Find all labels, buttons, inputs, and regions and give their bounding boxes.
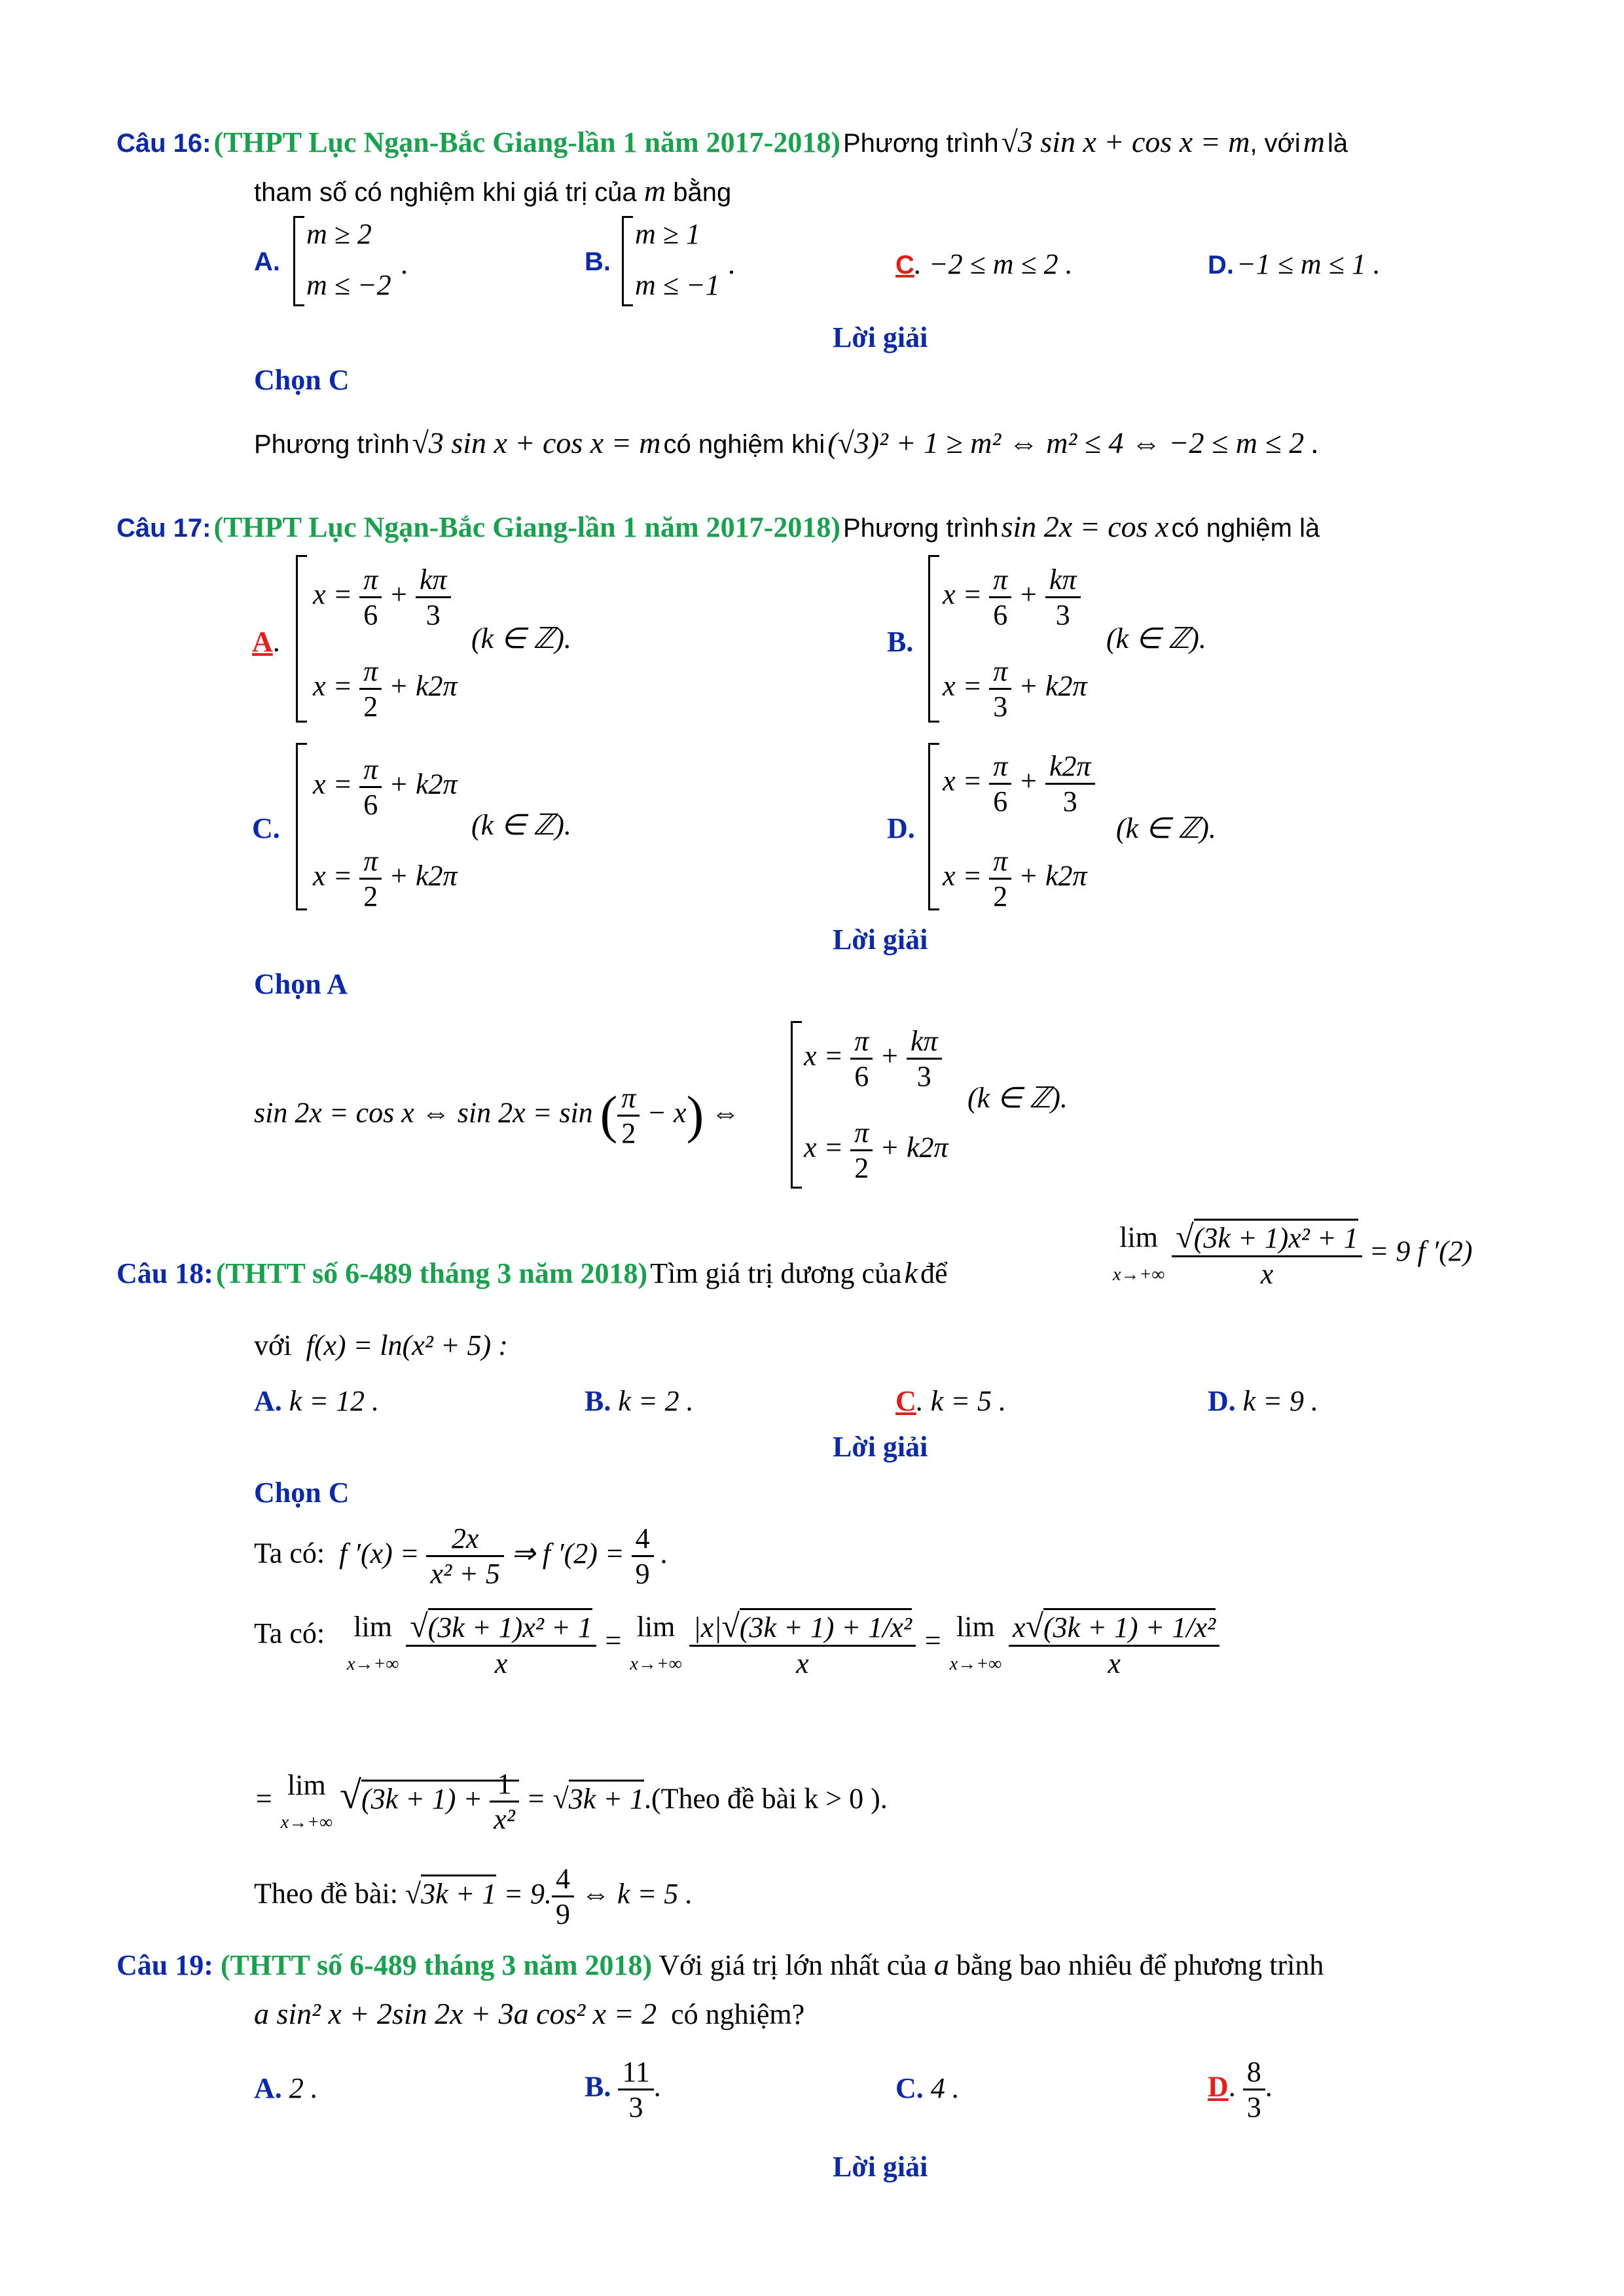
- q19-option-d[interactable]: D. $\frac{8}{3}$ .: [1208, 2056, 1272, 2123]
- q18-final: Theo đề bài: √3k + 1 = 9. $\frac{4}{9}$ ⇔ k = 5 .: [254, 1863, 693, 1930]
- q19-option-c[interactable]: C. 4 .: [895, 2072, 960, 2104]
- q18-limit-result: = lim x→+∞ √(3k + 1) + $\frac{1}{\text{x²}}$ = √3k + 1.(Theo đề bài k > 0 ).: [254, 1768, 888, 1835]
- q17-solution: sin 2x = cos x ⇔ sin 2x = sin ( $\frac{\pi}{2}$ − x) ⇔: [254, 1082, 740, 1149]
- q17-loigiai: Lời giải: [833, 924, 928, 956]
- q16-stem-line2: tham số có nghiệm khi giá trị của m bằng: [254, 174, 732, 207]
- q18-stem: Câu 18: (THTT số 6-489 tháng 3 năm 2018) Tìm giá trị dương của k để: [117, 1256, 948, 1289]
- q18-limit-steps: lim x→+∞ $\frac{\text{√(3k + 1)x² + 1}}{x}$ = lim x→+∞ $\frac{\text{|x|√(3k + 1) + 1/x²}}{x}$ = lim x→+∞ $\frac{\text{x√(3k + 1) + 1/x²}}{x}$: [347, 1607, 1219, 1680]
- q17-chon: Chọn A: [254, 968, 348, 1000]
- q19-option-a[interactable]: A. 2 .: [254, 2072, 318, 2104]
- q16-stem: Câu 16: (THPT Lục Ngạn-Bắc Giang-lần 1 năm 2017-2018) Phương trình √3 sin x + cos x = m, với m là: [117, 125, 1348, 158]
- q18-option-d[interactable]: D. k = 9 .: [1208, 1385, 1319, 1417]
- q16-option-c[interactable]: C. −2 ≤ m ≤ 2 .: [895, 248, 1073, 280]
- q18-fx: với f(x) = ln(x² + 5) :: [254, 1329, 508, 1361]
- q17-option-b[interactable]: B.: [887, 626, 914, 658]
- q18-chon: Chọn C: [254, 1477, 350, 1509]
- q18-derivative: Ta có: f ′(x) = $\frac{2x}{\text{x² + 5}}$ ⇒ f ′(2) = $\frac{4}{9}$ .: [254, 1522, 668, 1590]
- q18-option-c[interactable]: C. k = 5 .: [895, 1385, 1007, 1417]
- q16-option-b[interactable]: B.: [585, 247, 611, 276]
- q16-option-a[interactable]: A.: [254, 247, 280, 276]
- q16-solution: Phương trình √3 sin x + cos x = m có nghiệm khi (√3)² + 1 ≥ m² ⇔ m² ≤ 4 ⇔ −2 ≤ m ≤ 2 .: [254, 426, 1320, 459]
- q17-option-c[interactable]: C.: [252, 812, 280, 844]
- q18-limit-expression: lim x→+∞ $\frac{\text{√(3k + 1)x² + 1}}{x}$ = 9 f ′(2): [1113, 1218, 1473, 1290]
- q19-stem: Câu 19: (THTT số 6-489 tháng 3 năm 2018) Với giá trị lớn nhất của a bằng bao nhiêu để phương trình: [117, 1948, 1324, 1981]
- q16-source: (THPT Lục Ngạn-Bắc Giang-lần 1 năm 2017-2018): [213, 126, 840, 158]
- q16-label: Câu 16:: [117, 129, 211, 158]
- q17-stem: Câu 17: (THPT Lục Ngạn-Bắc Giang-lần 1 năm 2017-2018) Phương trình sin 2x = cos x có nghiệm là: [117, 510, 1320, 543]
- q17-option-a[interactable]: A.: [252, 626, 280, 658]
- q16-option-d[interactable]: D. −1 ≤ m ≤ 1 .: [1208, 248, 1380, 280]
- q18-loigiai: Lời giải: [833, 1431, 928, 1463]
- q19-stem-line2: a sin² x + 2sin 2x + 3a cos² x = 2 có nghiệm?: [254, 1997, 805, 2030]
- q18-option-b[interactable]: B. k = 2 .: [585, 1385, 694, 1417]
- q16-chon: Chọn C: [254, 364, 350, 396]
- q16-loigiai: Lời giải: [833, 321, 928, 353]
- q19-loigiai: Lời giải: [833, 2151, 928, 2183]
- q16-equation: √3 sin x + cos x = m: [1001, 125, 1250, 158]
- q19-option-b[interactable]: B. $\frac{11}{3}$ .: [585, 2056, 661, 2123]
- q18-option-a[interactable]: A. k = 12 .: [254, 1385, 380, 1417]
- q17-option-d[interactable]: D.: [887, 812, 915, 844]
